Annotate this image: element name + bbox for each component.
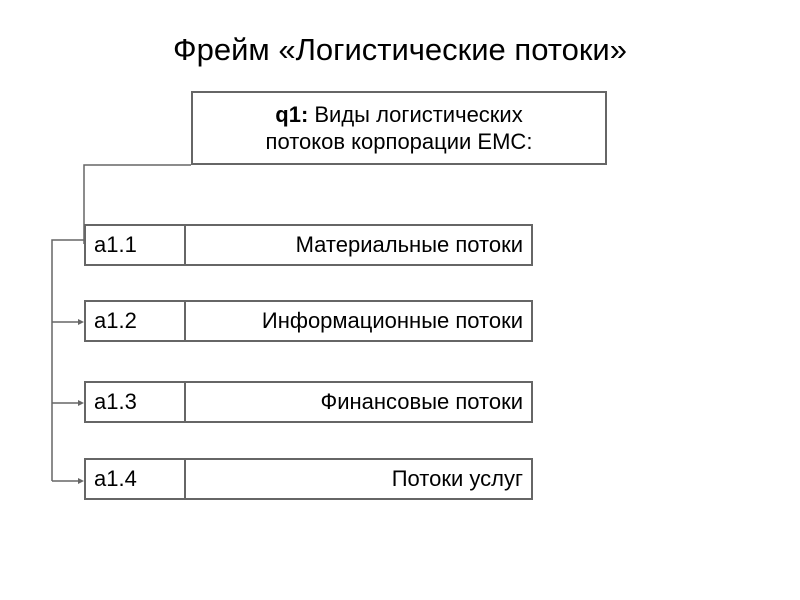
question-text-1: Виды логистических xyxy=(308,102,523,127)
answer-name: Материальные потоки xyxy=(295,232,523,257)
answer-row-a1-2 xyxy=(84,300,533,342)
answer-name: Информационные потоки xyxy=(261,308,523,333)
page-title: Фрейм «Логистические потоки» xyxy=(173,32,627,67)
answer-code: а1.3 xyxy=(86,383,186,421)
connector-spine xyxy=(52,240,84,481)
answer-row-a1-1 xyxy=(84,224,533,266)
answer-code: а1.2 xyxy=(86,302,186,340)
answer-name: Финансовые потоки xyxy=(320,389,523,414)
answer-row-a1-3 xyxy=(84,381,533,423)
answer-name: Потоки услуг xyxy=(391,466,523,491)
answer-row-a1-4 xyxy=(84,458,533,500)
question-label: q1: xyxy=(275,102,309,127)
answer-code: а1.4 xyxy=(86,460,186,498)
answer-code: а1.1 xyxy=(86,226,186,264)
question-text-2: потоков корпорации ЕМС: xyxy=(265,129,533,154)
